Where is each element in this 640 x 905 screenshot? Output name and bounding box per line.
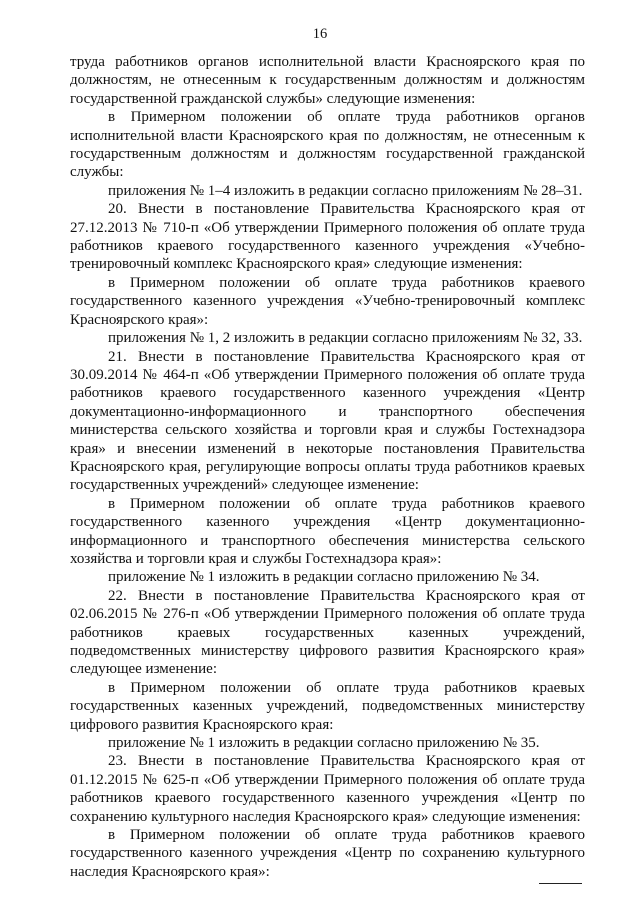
paragraph-amendment-intro: в Примерном положении об оплате труда работников краевого государственного казенного учреждения «Центр документационно-информационного и транспортного обеспечения министерства сельского хозяйства и торговли края и службы Гостехнадзора края»:	[70, 495, 585, 567]
document-body	[70, 53, 585, 881]
footer-divider	[539, 883, 582, 884]
paragraph-appendix-change: приложения № 1, 2 изложить в редакции согласно приложениям № 32, 33.	[108, 330, 583, 347]
paragraph-amendment-intro: в Примерном положении об оплате труда работников краевого государственного казенного учреждения «Центр по сохранению культурного наследия Красноярского края»:	[70, 827, 585, 880]
paragraph-continuation: труда работников органов исполнительной власти Красноярского края по должностям, не отнесенным к государственным должностям и должностям государственной гражданской службы» следующие изменения:	[70, 54, 585, 107]
paragraph-item-20: 20. Внести в постановление Правительства Красноярского края от 27.12.2013 № 710-п «Об утверждении Примерного положения об оплате труда работников краевого государственного казенного учреждения «Учебно-тренировочный комплекс Красноярского края» следующие изменения:	[70, 201, 585, 273]
paragraph-amendment-intro: в Примерном положении об оплате труда работников краевых государственных казенных учреждений, подведомственных министерству цифрового развития Красноярского края:	[70, 679, 585, 733]
paragraph-appendix-change: приложения № 1–4 изложить в редакции согласно приложениям № 28–31.	[108, 182, 583, 199]
paragraph-item-22: 22. Внести в постановление Правительства Красноярского края от 02.06.2015 № 276-п «Об утверждении Примерного положения об оплате труда работников краевых государственных казенных учреждений, подведомственных министерству цифрового развития Красноярского края» следующее изменение:	[70, 587, 585, 678]
page-number: 16	[312, 26, 328, 42]
paragraph-amendment-intro: в Примерном положении об оплате труда работников краевого государственного казенного учреждения «Учебно-тренировочный комплекс Красноярского края»:	[70, 274, 585, 328]
paragraph-amendment-intro: в Примерном положении об оплате труда работников органов исполнительной власти Красноярского края по должностям, не отнесенным к государственным должностям и должностям государственной гражданской службы:	[70, 109, 585, 181]
paragraph-item-21: 21. Внести в постановление Правительства Красноярского края от 30.09.2014 № 464-п «Об утверждении Примерного положения об оплате труда работников краевого государственного казенного учреждения «Центр документационно-информационного и транспортного обеспечения министерства сельского хозяйства и торговли края и службы Гостехнадзора края» и внесении изменений в некоторые постановления Правительства Красноярского края, регулирующие вопросы оплаты труда работников краевых государственных учреждений» следующее изменение:	[70, 348, 585, 494]
paragraph-appendix-change: приложение № 1 изложить в редакции согласно приложению № 35.	[108, 735, 540, 752]
paragraph-item-23: 23. Внести в постановление Правительства Красноярского края от 01.12.2015 № 625-п «Об утверждении Примерного положения об оплате труда работников краевого государственного казенного учреждения «Центр по сохранению культурного наследия Красноярского края» следующие изменения:	[70, 753, 585, 825]
paragraph-appendix-change: приложение № 1 изложить в редакции согласно приложению № 34.	[108, 569, 540, 586]
